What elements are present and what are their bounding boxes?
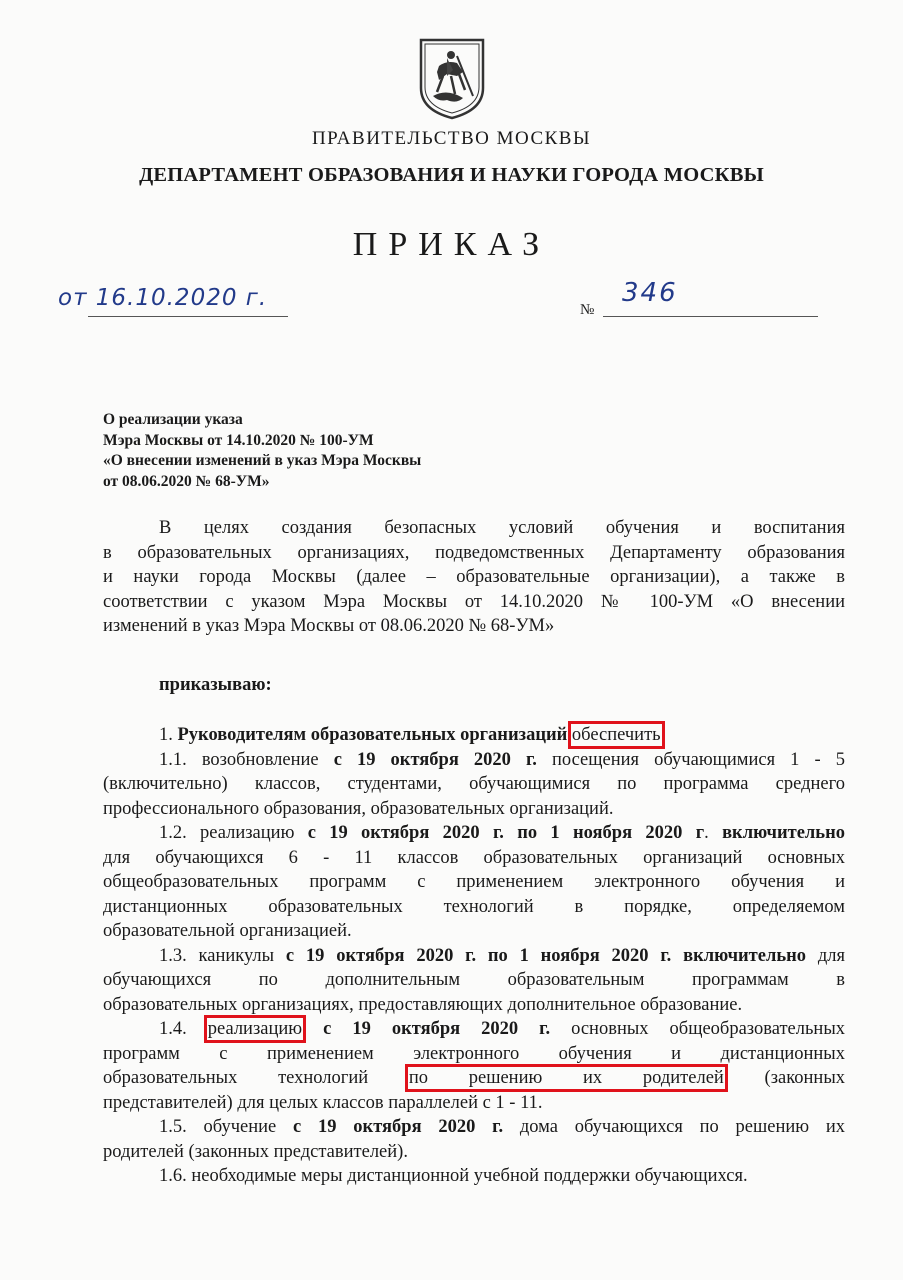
- item-line: общеобразовательных программ с применением электронного обучения и: [103, 872, 845, 892]
- preamble-line: соответствии с указом Мэра Москвы от 14.10.2020 № 100-УМ «О внесении: [103, 591, 845, 612]
- item-line: дистанционных образовательных технологий в порядке, определяемом: [103, 896, 845, 917]
- item-line: [103, 1066, 845, 1091]
- item-text: основных общеобразовательных: [550, 1019, 845, 1039]
- subject-line: Мэра Москвы от 14.10.2020 № 100-УМ: [103, 431, 374, 449]
- order-subject: [103, 410, 421, 492]
- item-text: 1.1. возобновление: [159, 749, 334, 770]
- item-line: образовательной организацией.: [103, 921, 352, 941]
- highlight-po-resheniyu-roditeley: по решению их родителей: [408, 1068, 724, 1088]
- item-text: .: [704, 823, 723, 843]
- subject-line: О реализации указа: [103, 411, 243, 428]
- item-text: для: [806, 945, 845, 966]
- item-line: образовательных организациях, предоставляющих дополнительное образование.: [103, 994, 743, 1015]
- date-underline: [88, 316, 288, 317]
- item-1-subject: Руководителям образовательных организаций: [177, 725, 568, 745]
- item-text: (законных: [723, 1068, 845, 1088]
- preamble-line: В целях создания безопасных условий обучения и воспитания: [159, 518, 845, 538]
- item-text: 1.3. каникулы: [159, 945, 286, 966]
- highlight-realizatsiyu: реализацию: [207, 1019, 303, 1039]
- item-line: (включительно) классов, студентами, обучающимися по программа среднего: [103, 774, 845, 794]
- item-line: родителей (законных представителей).: [103, 1141, 408, 1162]
- document-type-title: ПРИКАЗ: [352, 226, 551, 263]
- item-line: представителей) для целых классов параллелей с 1 - 11.: [103, 1092, 543, 1113]
- item-text: посещения обучающимися 1 - 5: [536, 749, 845, 770]
- item-number: 1.4.: [159, 1019, 208, 1039]
- item-1-2: [103, 821, 845, 846]
- handwritten-date: от 16.10.2020 г.: [58, 285, 268, 311]
- item-line: для обучающихся 6 - 11 классов образовательных организаций основных: [103, 847, 845, 868]
- item-1-4: [103, 1017, 845, 1042]
- government-title: ПРАВИТЕЛЬСТВО МОСКВЫ: [311, 128, 592, 149]
- item-date: с 19 октября 2020 г.: [293, 1117, 504, 1137]
- item-date: с 19 октября 2020 г. по 1 ноября 2020 г: [307, 823, 705, 843]
- order-word-block: [103, 673, 845, 698]
- subject-line: «О внесении изменений в указ Мэра Москвы: [103, 452, 422, 469]
- item-1-5: [103, 1115, 845, 1140]
- preamble-line: и науки города Москвы (далее – образовательные организации), а также в: [103, 567, 845, 587]
- item-date: с 19 октября 2020 г. по 1 ноября 2020 г. включительно: [285, 945, 807, 966]
- number-sign: №: [580, 302, 595, 318]
- item-1-number: 1.: [159, 725, 178, 745]
- item-1-1: [103, 748, 845, 773]
- moscow-coat-of-arms-icon: [417, 36, 487, 120]
- item-text: 1.2. реализацию: [159, 823, 308, 843]
- item-1-6: 1.6. необходимые меры дистанционной учебной поддержки обучающихся.: [159, 1166, 748, 1186]
- number-underline: [603, 316, 818, 317]
- item-1-3: [103, 944, 845, 969]
- item-text: дома обучающихся по решению их: [503, 1117, 845, 1137]
- item-1: [103, 723, 845, 748]
- item-date: с 19 октября 2020 г.: [333, 749, 537, 770]
- preamble-line: изменений в указ Мэра Москвы от 08.06.2020 № 68-УМ»: [103, 616, 555, 636]
- item-text: образовательных технологий: [103, 1068, 409, 1088]
- subject-line: от 08.06.2020 № 68-УМ»: [103, 472, 270, 490]
- department-title: ДЕПАРТАМЕНТ ОБРАЗОВАНИЯ И НАУКИ ГОРОДА МОСКВЫ: [139, 164, 764, 186]
- item-date: включительно: [722, 823, 845, 843]
- preamble-line: в образовательных организациях, подведомственных Департаменту образования: [103, 542, 845, 563]
- preamble: [103, 516, 845, 639]
- item-date: с 19 октября 2020 г.: [302, 1019, 551, 1039]
- item-line: обучающихся по дополнительным образовательным программам в: [103, 970, 845, 990]
- order-items: [103, 723, 845, 1189]
- order-word: приказываю:: [159, 675, 272, 695]
- item-line: профессионального образования, образовательных организаций.: [103, 798, 614, 819]
- highlight-obespechit: обеспечить: [571, 725, 661, 745]
- item-text: 1.5. обучение: [159, 1117, 294, 1137]
- handwritten-number: 346: [622, 278, 678, 308]
- item-line: программ с применением электронного обучения и дистанционных: [103, 1043, 845, 1064]
